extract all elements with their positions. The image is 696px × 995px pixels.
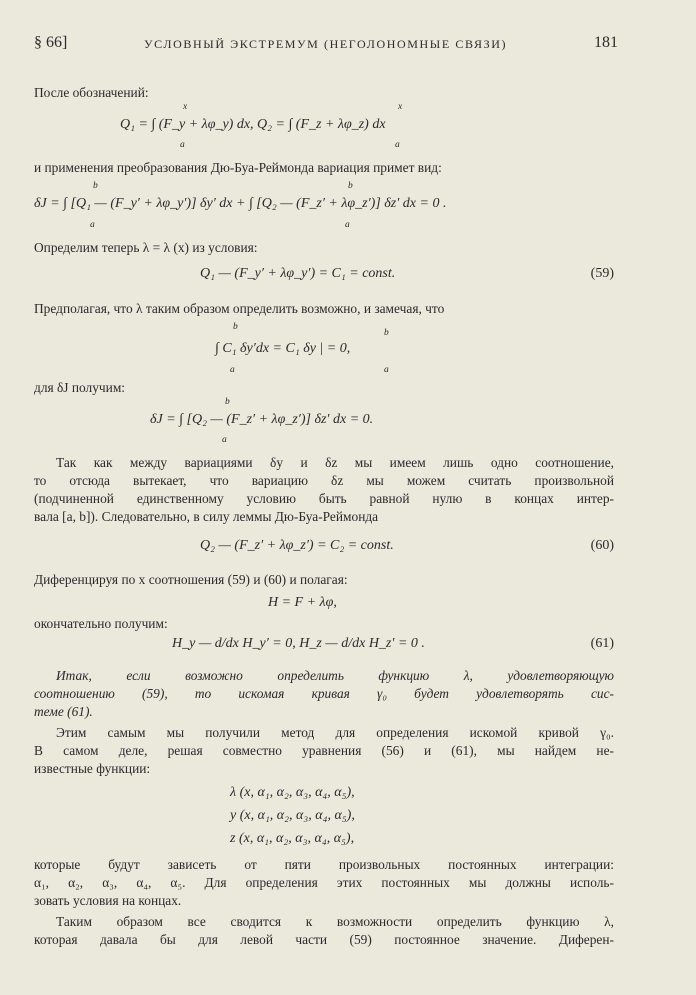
integral-limit: a: [90, 220, 95, 230]
integral-limit: b: [384, 328, 389, 338]
paragraph-line: α₁, α₂, α₃, α₄, α₅. Для определения этих постоянных мы должны исполь-: [34, 875, 614, 890]
text-line: Предполагая, что λ таким образом определить возможно, и замечая, что: [34, 301, 445, 316]
paragraph-line: зовать условия на концах.: [34, 893, 182, 908]
formula: H_y — d/dx H_y′ = 0, H_z — d/dx H_z′ = 0 .: [172, 636, 425, 651]
integral-limit: a: [395, 140, 400, 150]
paragraph-line: которые будут зависеть от пяти произвольных постоянных интеграции:: [34, 857, 614, 872]
formula: δJ = ∫ [Q₂ — (F_z′ + λφ_z′)] δz′ dx = 0.: [150, 412, 374, 427]
paragraph-line: вала [a, b]). Следовательно, в силу леммы Дю-Буа-Реймонда: [34, 509, 379, 524]
paragraph-line: (подчиненной единственному условию быть равной нулю в концах интер-: [34, 491, 614, 506]
paragraph-line: то отсюда вытекает, что вариацию δz мы можем считать произвольной: [34, 473, 614, 488]
paragraph-line: известные функции:: [34, 761, 151, 776]
integral-limit: b: [233, 322, 238, 332]
integral-limit: a: [180, 140, 185, 150]
text-line: и применения преобразования Дю-Буа-Реймонда вариация примет вид:: [34, 160, 442, 175]
text-line: окончательно получим:: [34, 616, 168, 631]
integral-limit: x: [398, 102, 403, 112]
integral-limit: a: [222, 435, 227, 445]
formula: λ (x, α₁, α₂, α₃, α₄, α₅),: [230, 785, 355, 800]
integral-limit: b: [93, 181, 98, 191]
integral-limit: b: [225, 397, 230, 407]
integral-limit: a: [230, 365, 235, 375]
paragraph-line: соотношению (59), то искомая кривая γ₀ будет удовлетворять сис-: [34, 686, 614, 701]
paragraph-line: Таким образом все сводится к возможности определить функцию λ,: [56, 914, 614, 929]
formula: Q₂ — (F_z′ + λφ_z′) = C₂ = const.: [200, 538, 394, 553]
paragraph-line: Итак, если возможно определить функцию λ, удовлетворяющую: [56, 668, 614, 683]
formula: δJ = ∫ [Q₁ — (F_y′ + λφ_y′)] δy′ dx + ∫ [Q₂ — (F_z′ + λφ_z′)] δz′ dx = 0 .: [34, 196, 447, 211]
paragraph-line: теме (61).: [34, 704, 93, 719]
formula: y (x, α₁, α₂, α₃, α₄, α₅),: [230, 808, 355, 823]
formula: Q₁ = ∫ (F_y + λφ_y) dx, Q₂ = ∫ (F_z + λφ_z) dx: [120, 117, 386, 132]
formula: Q₁ — (F_y′ + λφ_y′) = C₁ = const.: [200, 266, 396, 281]
paragraph-line: которая давала бы для левой части (59) постоянное значение. Диферен-: [34, 932, 614, 947]
equation-number: (59): [590, 266, 614, 281]
text-line: Определим теперь λ = λ (x) из условия:: [34, 240, 258, 255]
section-number: § 66]: [34, 34, 68, 51]
paragraph-line: Так как между вариациями δy и δz мы имеем лишь одно соотношение,: [56, 455, 614, 470]
text-line: для δJ получим:: [34, 380, 126, 395]
formula: H = F + λφ,: [268, 595, 337, 610]
paragraph-line: Этим самым мы получили метод для определения искомой кривой γ₀.: [56, 725, 614, 740]
integral-limit: a: [345, 220, 350, 230]
integral-limit: a: [384, 365, 389, 375]
formula: z (x, α₁, α₂, α₃, α₄, α₅),: [230, 831, 355, 846]
equation-number: (61): [590, 636, 614, 651]
paragraph-line: В самом деле, решая совместно уравнения (56) и (61), мы найдем не-: [34, 743, 614, 758]
text-line: После обозначений:: [34, 85, 149, 100]
page-header: [34, 34, 618, 56]
formula: ∫ C₁ δy′dx = C₁ δy | = 0,: [215, 341, 351, 356]
equation-number: (60): [590, 538, 614, 553]
integral-limit: x: [183, 102, 188, 112]
integral-limit: b: [348, 181, 353, 191]
text-line: Диференцируя по x соотношения (59) и (60) и полагая:: [34, 572, 348, 587]
running-title: УСЛОВНЫЙ ЭКСТРЕМУМ (НЕГОЛОНОМНЫЕ СВЯЗИ): [144, 37, 508, 51]
page-number: 181: [594, 34, 618, 51]
